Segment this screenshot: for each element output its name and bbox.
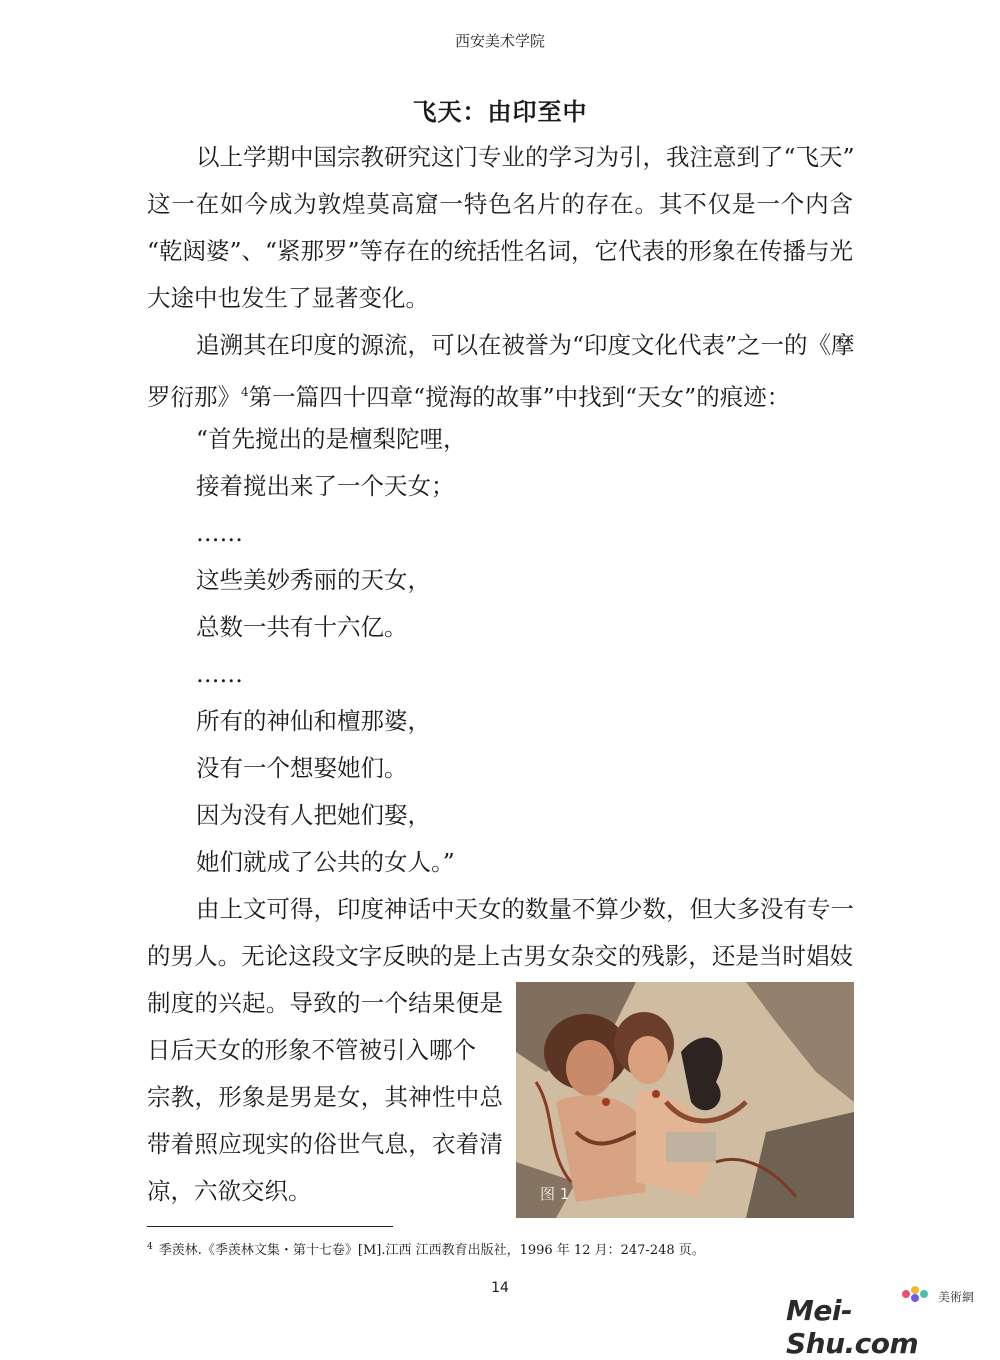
article-title: 飞天：由印至中 bbox=[412, 98, 588, 126]
poem-line-2: 接着搅出来了一个天女； bbox=[196, 472, 455, 500]
footnote-text: 季羡林.《季羡林文集・第十七卷》[M].江西 江西教育出版社，1996 年 12 月：247-248 页。 bbox=[158, 1243, 705, 1258]
paragraph-3-wrap-line-4: 带着照应现实的俗世气息，衣着清 bbox=[147, 1130, 503, 1158]
paragraph-2-line-1: 追溯其在印度的源流，可以在被誉为“印度文化代表”之一的《摩 bbox=[196, 331, 855, 359]
paragraph-3-wrap-line-2: 日后天女的形象不管被引入哪个 bbox=[147, 1036, 476, 1064]
paragraph-3-wrap-line-3: 宗教，形象是男是女，其神性中总 bbox=[147, 1083, 503, 1111]
paragraph-3-line-1: 由上文可得，印度神话中天女的数量不算少数，但大多没有专一 bbox=[196, 895, 854, 923]
poem-line-10: 她们就成了公共的女人。” bbox=[196, 848, 455, 876]
paragraph-3-wrap-line-5: 凉，六欲交织。 bbox=[147, 1177, 312, 1205]
paragraph-3-wrap-line-1: 制度的兴起。导致的一个结果便是 bbox=[147, 989, 503, 1017]
footnote-number: 4 bbox=[147, 1241, 153, 1252]
paragraph-2-line-2 bbox=[147, 377, 790, 412]
paragraph-1-line-3: “乾闼婆”、“紧那罗”等存在的统括性名词，它代表的形象在传播与光 bbox=[147, 237, 854, 265]
poem-line-7: 所有的神仙和檀那婆， bbox=[196, 707, 431, 735]
mural-figure-image bbox=[516, 982, 854, 1218]
poem-line-1: “首先搅出的是檀梨陀哩， bbox=[196, 425, 467, 453]
footnote-reference: 4 bbox=[241, 385, 249, 399]
page-number: 14 bbox=[491, 1280, 509, 1296]
figure-label: 图 1 bbox=[540, 1185, 570, 1203]
poem-line-4: 这些美妙秀丽的天女， bbox=[196, 566, 431, 594]
watermark-chinese-name: 美術網 bbox=[937, 1290, 974, 1304]
watermark-logo bbox=[786, 1288, 976, 1360]
paragraph-3-line-2: 的男人。无论这段文字反映的是上古男女杂交的残影，还是当时娼妓 bbox=[147, 942, 853, 970]
book-title-fragment: 罗衍那》 bbox=[147, 382, 241, 411]
footnote-divider bbox=[147, 1226, 393, 1227]
poem-line-3: …… bbox=[196, 519, 243, 547]
poem-line-8: 没有一个想娶她们。 bbox=[196, 754, 408, 782]
poem-line-6: …… bbox=[196, 660, 243, 688]
watermark-brand: Mei-Shu.com bbox=[786, 1294, 919, 1360]
paragraph-1-line-1: 以上学期中国宗教研究这门专业的学习为引，我注意到了“飞天” bbox=[196, 143, 855, 171]
paragraph-2-continuation: 第一篇四十四章“搅海的故事”中找到“天女”的痕迹： bbox=[248, 382, 791, 411]
paragraph-1-line-2: 这一在如今成为敦煌莫高窟一特色名片的存在。其不仅是一个内含 bbox=[147, 190, 853, 218]
poem-line-5: 总数一共有十六亿。 bbox=[196, 613, 408, 641]
paragraph-1-line-4: 大途中也发生了显著变化。 bbox=[147, 284, 429, 312]
document-header: 西安美术学院 bbox=[454, 32, 545, 50]
footnote bbox=[147, 1239, 705, 1258]
poem-line-9: 因为没有人把她们娶， bbox=[196, 801, 431, 829]
